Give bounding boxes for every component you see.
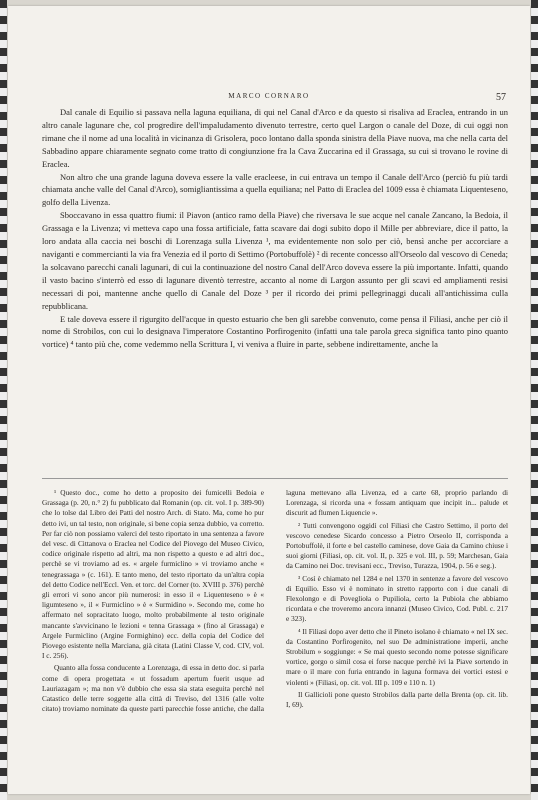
body-paragraph: Sboccavano in essa quattro fiumi: il Piavon (antico ramo della Piave) che riversava le sue acque nel canale Zancano, la Bedoia, il Grassaga e la Livenza; vi metteva capo una fossa artificiale, fatta scavare dai dogi subito dopo il Mille per abbreviare, dice il patto, la loro andata alla caccia nei boschi di Lorenzaga sulla Livenza ¹, ma evidentemente non solo per ciò, bensì anche per accorciare a naviganti e commercianti la via fra Venezia ed il porto di Settimo (Portobuffolè) ² di recente concesso all'Orseolo dal vescovo di Ceneda; la solcavano parecchi canali lagunari, di cui la continuazione del nostro Canal dell'Arco doveva essere la più importante. Infatti, quando il vasto bacino s'interrò ed esso di lagunare diventò terrestre, accanto al nome di Largon assunto per gli scavi ed ampliamenti resisi necessari di poi, mantenne anche quello di Canale del Doze ³ per il ricordo dei primi pellegrinaggi ducali all'antichissima culla repubblicana.	[42, 210, 508, 311]
running-head: MARCO CORNARO	[228, 92, 310, 100]
footnotes	[42, 488, 508, 714]
footnote: Il Gallicioli pone questo Strobilos dalla parte della Brenta (op. cit. lib. I, 69).	[286, 689, 508, 710]
scan-edge-strip-left	[0, 0, 7, 800]
body-paragraph: Dal canale di Equilio si passava nella laguna equiliana, di qui nel Canal d'Arco e da questo si risaliva ad Eraclea, entrando in un altro canale lagunare che, col progredire dell'impaludamento divenuto terrestre, certo quel Largon o canale del Doze, di cui oggi non rimane che il nome ad una località in vicinanza di Grisolera, poco lontano dalla sponda sinistra della Piave nuova, ma che nella carta del Sabbadino appare chiaramente segnato come tratto di congiunzione fra la Cava Zuccarina ed il Grassaga, su cui si trovano le rovine di Eraclea.	[42, 107, 508, 169]
footnote: ² Tutti convengono oggidì col Filiasi che Castro Settimo, il porto del vescovo cenedese Sicardo concesso a Pietro Orseolo II, corrisponda a Portobuffolè, il forte e bel castello caminese, dove Gaia da Camino chiuse i suoi giorni (Filiasi, op. cit. vol. II, p. 325 e vol. III, p. 59; Marchesan, Gaia da Camino nei Doc. trevisani ecc., Treviso, Turazza, 1904, p. 56 e seg.).	[286, 520, 508, 571]
body-paragraph: E tale doveva essere il rigurgito dell'acque in questo estuario che ben gli sarebbe convenuto, come pensa il Filiasi, anche per ciò il nome di Strobilos, con cui lo designava l'imperatore Costantino Porfirogenito (infatti una tale parola greca significa tanto pino quanto vortice) ⁴ tanto più che, come vedemmo nella Scrittura I, vi veniva a fluire in parte, sebbene indirettamente, anche la	[42, 313, 508, 350]
footnote: ⁴ Il Filiasi dopo aver detto che il Pineto isolano è chiamato « nel IX sec. da Costantino Porfirogenito, nel suo De administratione imperii, anche Strobilum » soggiunge: « Se mai questo secondo nome potesse significare vortice, gorgo o simil cosa ei forse nacque perchè ivi la Piave sortendo in mare o il mare con furia entrando in laguna formava dei vortici estesi e violenti » (Filiasi, op. cit. vol. III p. 109 e 110 n. 1)	[286, 626, 508, 687]
document-page	[8, 6, 530, 794]
main-text	[42, 106, 508, 351]
footnote: ³ Così è chiamato nel 1284 e nel 1370 in sentenze a favore del vescovo di Equilio. Esso vi è nominato in stretto rapporto con i due canali di Flexolongo e di Poveglioła o Pupiliola, certo la Pubiola che abbiamo ricordata e che troveremo ancora innanzi (Museo Civico, Cod. Publ. c. 217 e 323).	[286, 573, 508, 624]
footnote-divider	[42, 478, 508, 479]
footnote: ¹ Questo doc., come ho detto a proposito dei fumicelli Bedoia e Grassaga (p. 20, n.° 2) fu pubblicato dal Romanin (op. cit. vol. I p. 389-90) che lo tolse dal Libro dei Patti del nostro Arch. di Stato. Ma, come ho pur detto ivi, un tal testo, non originale, si bene copia senza dubbio, va corretto. Per far ciò non possiamo valerci del testo riportato in una sentenza a favore del vesc. di Cittanova o Eraclea nel Codice del Piovego del Museo Civico, codice originale rispetto ad altri, ma non rispetto a questo e ad altri doc., perchè se vi troviamo ad es. « argele furmiclino » vi troviamo anche « tenegrassaga » (c. 161). E tanto meno, del testo riportato da un'altra copia del detto Codice nell'Eccl. Ven. et torc. del Corner (to. XVIII p. 376) perchè gli errori vi sono ancor più numerosi: in esso il « Liquenteseno » è « ligumteseno », il « Furmiclino » è « Surmidino ». Secondo me, come ho affermato nel sopracitato luogo, molto probabilmente al testo originale mancante s'avvicinano le lezioni « tenna Grassaga » (fino al Grassaga) e Argele Furmiclino (Argine Formighino) ecc. della copia del Codice del Piovego esistente nella Marciana, già citata (Latini Classe V, cod. CIV, vol. I c. 256).	[42, 488, 264, 661]
scan-edge-strip-right	[531, 0, 538, 800]
footnote: Quanto alla fossa conducente a Lorenzaga, di essa in detto doc. si parla come di opera progettata « ut fossadum apertum fuerit usque ad Lauriazagam »; ma non v'è dubbio che essa sia stata eseguita perchè nel Catastico delle terre soggette alla città di Treviso, del 1316 (alle volte citato) troviamo nominate da queste parti parecchie fosse antiche, che dalla laguna mettevano alla Livenza, ed a carte 68, proprio parlando di Lorenzaga, si ricorda una « fossam antiquam que incipit in... palude et discurit ad flumen Liquencie ».	[42, 488, 508, 714]
page-number: 57	[496, 92, 506, 103]
body-paragraph: Non altro che una grande laguna doveva essere la valle eracleese, in cui entrava un tempo il Canale dell'Arco (perciò fu più tardi chiamata anche valle del Canal d'Arco), somigliantissima a quella equiliana; nel Patto di Eraclea del 1009 essa è chiamata Liquenteseno, golfo della Livenza.	[42, 171, 508, 208]
